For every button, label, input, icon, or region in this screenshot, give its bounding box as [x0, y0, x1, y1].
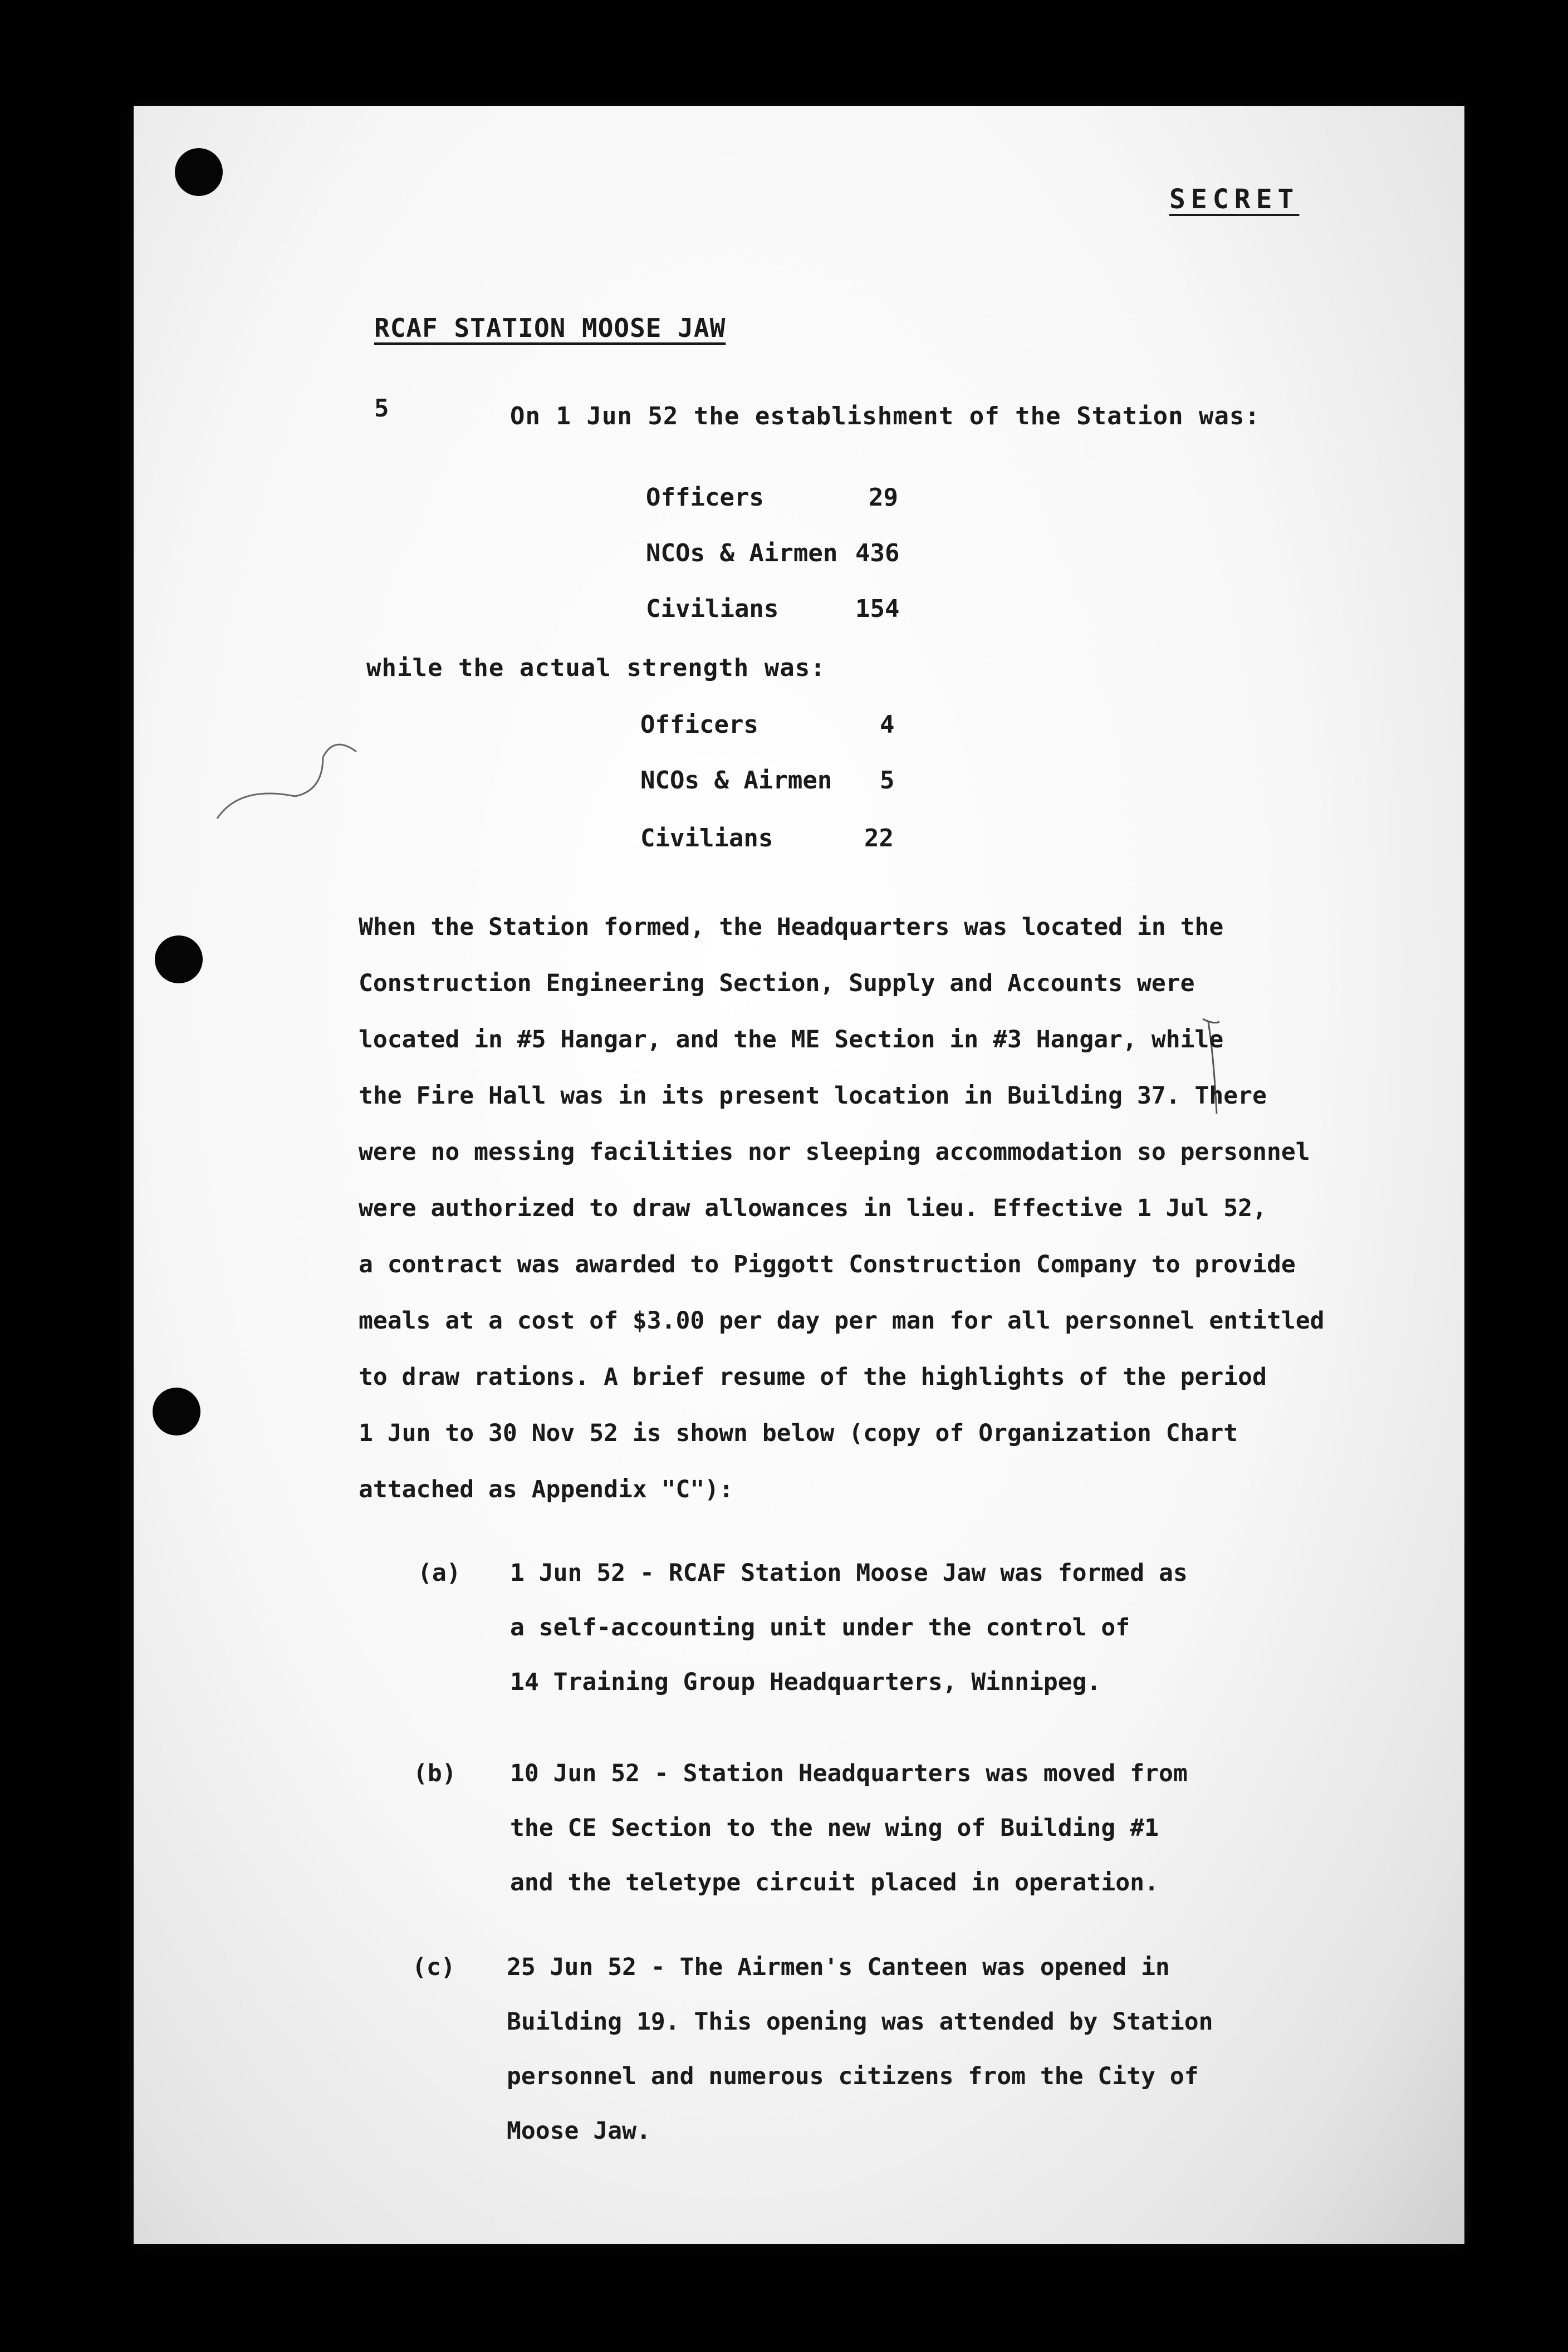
document-title: RCAF STATION MOOSE JAW — [374, 313, 726, 343]
item-line: personnel and numerous citizens from the City of — [507, 2062, 1199, 2090]
body-line: were no messing facilities nor sleeping accommodation so personnel — [359, 1138, 1310, 1166]
item-label: (c) — [412, 1953, 455, 1981]
item-line: 14 Training Group Headquarters, Winnipeg. — [510, 1668, 1101, 1696]
item-line: Building 19. This opening was attended by Station — [507, 2008, 1213, 2036]
body-line: the Fire Hall was in its present location in Building 37. There — [359, 1082, 1267, 1110]
establishment-label: Civilians — [646, 595, 779, 623]
actual-strength-value: 22 — [864, 824, 894, 852]
item-line: and the teletype circuit placed in operation. — [510, 1869, 1159, 1897]
actual-strength-label: Civilians — [640, 824, 773, 852]
actual-strength-label: NCOs & Airmen — [640, 766, 832, 795]
body-line: attached as Appendix "C"): — [359, 1476, 734, 1503]
item-label: (a) — [418, 1559, 461, 1587]
item-line: 25 Jun 52 - The Airmen's Canteen was opened in — [507, 1953, 1170, 1981]
item-line: Moose Jaw. — [507, 2117, 651, 2145]
actual-strength-value: 4 — [880, 710, 895, 739]
punch-hole-middle — [155, 935, 203, 983]
item-text — [510, 1559, 1188, 1723]
body-line: 1 Jun to 30 Nov 52 is shown below (copy of Organization Chart — [359, 1419, 1238, 1447]
establishment-value: 29 — [869, 483, 898, 512]
establishment-label: NCOs & Airmen — [646, 539, 838, 567]
body-line: When the Station formed, the Headquarters was located in the — [359, 913, 1224, 941]
body-line: meals at a cost of $3.00 per day per man for all personnel entitled — [359, 1307, 1325, 1335]
item-label: (b) — [413, 1760, 457, 1787]
body-line: were authorized to draw allowances in lieu. Effective 1 Jul 52, — [359, 1194, 1267, 1222]
establishment-value: 436 — [855, 539, 900, 567]
punch-hole-bottom — [153, 1388, 200, 1435]
item-line: the CE Section to the new wing of Building #1 — [510, 1814, 1159, 1842]
establishment-label: Officers — [646, 483, 764, 512]
establishment-value: 154 — [855, 595, 900, 623]
body-line: located in #5 Hangar, and the ME Section in #3 Hangar, while — [359, 1026, 1224, 1054]
punch-hole-top — [175, 148, 223, 196]
paragraph-number: 5 — [374, 394, 390, 423]
body-paragraph — [359, 913, 1325, 1532]
pencil-mark — [206, 724, 373, 835]
item-line: a self-accounting unit under the control of — [510, 1614, 1130, 1641]
item-line: 1 Jun 52 - RCAF Station Moose Jaw was formed as — [510, 1559, 1188, 1587]
actual-strength-intro: while the actual strength was: — [366, 654, 826, 682]
establishment-intro: On 1 Jun 52 the establishment of the Station was: — [510, 402, 1261, 430]
body-line: Construction Engineering Section, Supply and Accounts were — [359, 969, 1195, 997]
body-line: a contract was awarded to Piggott Construction Company to provide — [359, 1251, 1296, 1278]
actual-strength-label: Officers — [640, 710, 758, 739]
item-line: 10 Jun 52 - Station Headquarters was moved from — [510, 1760, 1188, 1787]
body-line: to draw rations. A brief resume of the highlights of the period — [359, 1363, 1267, 1391]
classification-marking: SECRET — [1169, 184, 1300, 215]
actual-strength-value: 5 — [880, 766, 895, 795]
item-text — [510, 1760, 1188, 1923]
item-text — [507, 1953, 1213, 2172]
